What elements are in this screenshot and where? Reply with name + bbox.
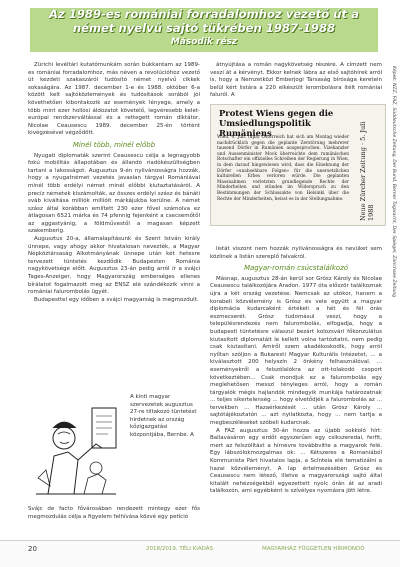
paragraph: Augusztus 20-a, államalapításunk és Szent István király ünnepe, vagy ahogy akkor hivatalosan nevezték, a Magyar Népköztársaság Alkotmányának ünnepe után két hetesre tervezett tüntetés kezdődik Budapesten Románia nagykövetsége előtt. Augusztus 23-án pedig arról ír a svájci Tages-Anzeiger, hogy Magyarország emberséges ellenes bírálatot fogalmazott meg az ENSZ elé szándékozik vinni a romániai falurombolás ügyét. — [28, 236, 200, 296]
page-number: 20 — [28, 545, 37, 553]
paragraph: Budapesttel egy időben a svájci magyarság is megmozdult. — [34, 296, 199, 303]
right-column-bottom — [210, 246, 382, 496]
right-column-top — [210, 62, 382, 100]
article-subtitle: Második rész — [170, 37, 238, 47]
paragraph: A kinti magyar szervezetek augusztus 27-re tiltakozó tüntetést hirdetnek az ország kőzigazgatási központjába, Bernbe. A — [130, 394, 197, 438]
paragraph: Nyugati diplomaták szerint Ceausescu célja a legnagyobb fokú mobilitás állapotában és állandó riadókészültségben tartani a lakosságot. Augusztus 9-én nyilvánosságra hozzák, hogy a nyugatnémet vezetés javaslan tárgyal Romániával minél több erdélyi német minél előbbi kiutaztatásáról. A precíz németek kiszámolták, az összes erdélyi szász és bánáti sváb kiváltása milliók millióit márkájukba kerülne. A német szász által korábban említett 230 ezer fővel számolva ez átlagosan 6521 márka és 74 pfennig fejenként a csecsemőtől az aggastyánig, a földművestől a magasan képzett szakemberig. — [28, 152, 200, 235]
image-source-note: Képek: NZZ, FAZ, Süddeutsche Zeitung, Der Bund, Berner Tagwacht, Der Spiegel, Zürichsee Zeitung — [391, 66, 396, 298]
narrow-column — [130, 394, 200, 440]
article-title: Az 1989-es romániai forradalomhoz vezető út a német nyelvű sajtó tükrében 1987-1988 — [49, 7, 359, 35]
cartoon-illustration — [28, 394, 124, 506]
paragraph: Svájc de facto fővárosában rendezett mintegy ezer fős megmozdulás célja a figyelem felhívása közvé egy petíció — [28, 506, 200, 520]
clipping-stamp: Neue Zürcher Zeitung · 5. Juli 1988 — [359, 121, 375, 221]
publication-name: MAGYARHÁZ FÜGGETLEN HÍRMONDÓ — [262, 546, 365, 552]
footer-bar — [0, 540, 400, 567]
paragraph: listát viszont nem hozzák nyilvánosságra és nevüket sem közlinek a listán szereplő falvakról. — [210, 246, 382, 260]
section-heading: Magyar-román csúcstalálkozó — [243, 264, 349, 273]
bottom-left-text — [28, 506, 200, 521]
paragraph: Másnap, augusztus 28-án kerül sor Grósz Károly és Nicolae Ceausescu találkozójára Aradon. 1977 óta először találkoznak újra a két ország vezetése. Nemcsak az utókor, hanem a korabeli közvélemény is Grósz és vele együtt a magyar diplomácia kudarcaként értékeli a hét és fél órás eszmecserét. Grósz tudomásul veszi, hogy a településrendezés nem falurombolás, elfogadja, hogy a budapesti tüntetésre válaszul bezárt kolozsvári főkonzulátus kiutasított diplomatáit le kellett volna tartóztatni, nem pedig csak kiutasítani. Amiről szem akadékoskodik, hogy arról nyíltan szóljon a Bukaresti Magyar Kulturális Intézetet, ... a kiválasztott 200 helyszín 2 önkény felhasználóval. ... eseményekről a felszólalókra az ott-tolakodó csoport következtében... Csak mondjuk ez a falurombolás egy meglehetősen messzi tényleges arról, hogy a román tárgyalók mégis hajlandók mindegyik munkája határozatnak ... teljes sikertelenség ... hogy elvetődjék a falurombolás az ... tervekben ... Hazaérkezését ... után Grósz Károly ... sajtótájékoztatón ... azt nyilatkozta, hogy ... nem tartja a megbeszéléseket szóbeli kudarcnak. — [210, 275, 382, 427]
paragraph: A FAZ augusztus 30-án hozza az újabb sokkoló hírt: Ballavásáron egy erdőt egyszerűen egy csikszeredai, ferfit, mert az felszólítást a hírnévre továbbvitte a magyarok felé. Egy lábszólokmozgalmas ok: ... Kétszeres a Romaniából Kommunista Párt hivatalos lapja, a Scînteia elé tematizálni a hazai közvéleményt. A lap értelmezésében Grósz és Ceausescu nem létező, illetve a magyarországi sajtó által kitalált nehézségekből egyezettett nyolc órán át az aradi találkozón, ami egyébként is szívélyes nyomásra jött létre. — [210, 427, 382, 495]
clipping-headline: Protest Wiens gegen die Umsiedlungspolitik Rumäniens — [219, 108, 334, 138]
section-heading: Minél több, minél előbb — [72, 140, 156, 149]
paragraph: átnyújtása a román nagykövetség részére. A címzett nem veszi át a kérvényt. Ekkor kelnek lábra az első sajtóhírek arról is, hogy a Nemzetközi Emberjogi Társaság bírósága keretein belül kért listára a 220 elkészült lerombolásra ítélt romániai faluról. A — [210, 62, 382, 99]
left-column — [28, 62, 200, 304]
paragraph: Zürichi levéltári kutatómunkám során bukkantam az 1989-es romániai forradalomhoz, más néven a revolúcióhoz vezető út kezdeti szakaszáról tudósító német nyelvű cikkek sokaságára. Az 1987. december 1-e és 1988. október 6-a között kelt sajtóközlemények és tudósítások sorából jól követhetően kibontakozik az események lényege, amely a több mint ezer hollósi áldozatot követelő, legvéresebb kelet-európai rendszerváltással és a rettegett román diktátor, Nicolae Ceausescu 1989. december 25-én történt kivégzésével végződött. — [28, 62, 200, 137]
cartoon-drawing — [28, 394, 124, 506]
clipping-body: Wien, 4. Juli. (dpa) Österreich hat sich am Montag wieder nachdrücklich gegen die geplante Zerstörung mehrerer tausend Dörfer in Rumänien ausgesprochen. Vizekanzler und Aussenminister Mock überreichte dem rumänischen Botschafter ein offizielles Schreiben der Regierung in Wien, in dem darauf hingewiesen wird, dass die Einebnung der Dörfer »unabsehbare Folgen« für die unersetzlichen kulturellen Erbes verloren würde. Die geplanten Massnahmen verletzten grundlegende Rechte der Minderheiten und stünden im Widerspruch zu den Bestimmungen der Schlussakte von Helsinki über die Rechte der Minderheiten, heisst es in der Stellungnahme. — [217, 135, 349, 202]
issue-label: 2018/2019. TÉLI KIADÁS — [146, 546, 213, 552]
newspaper-clipping — [210, 104, 386, 226]
